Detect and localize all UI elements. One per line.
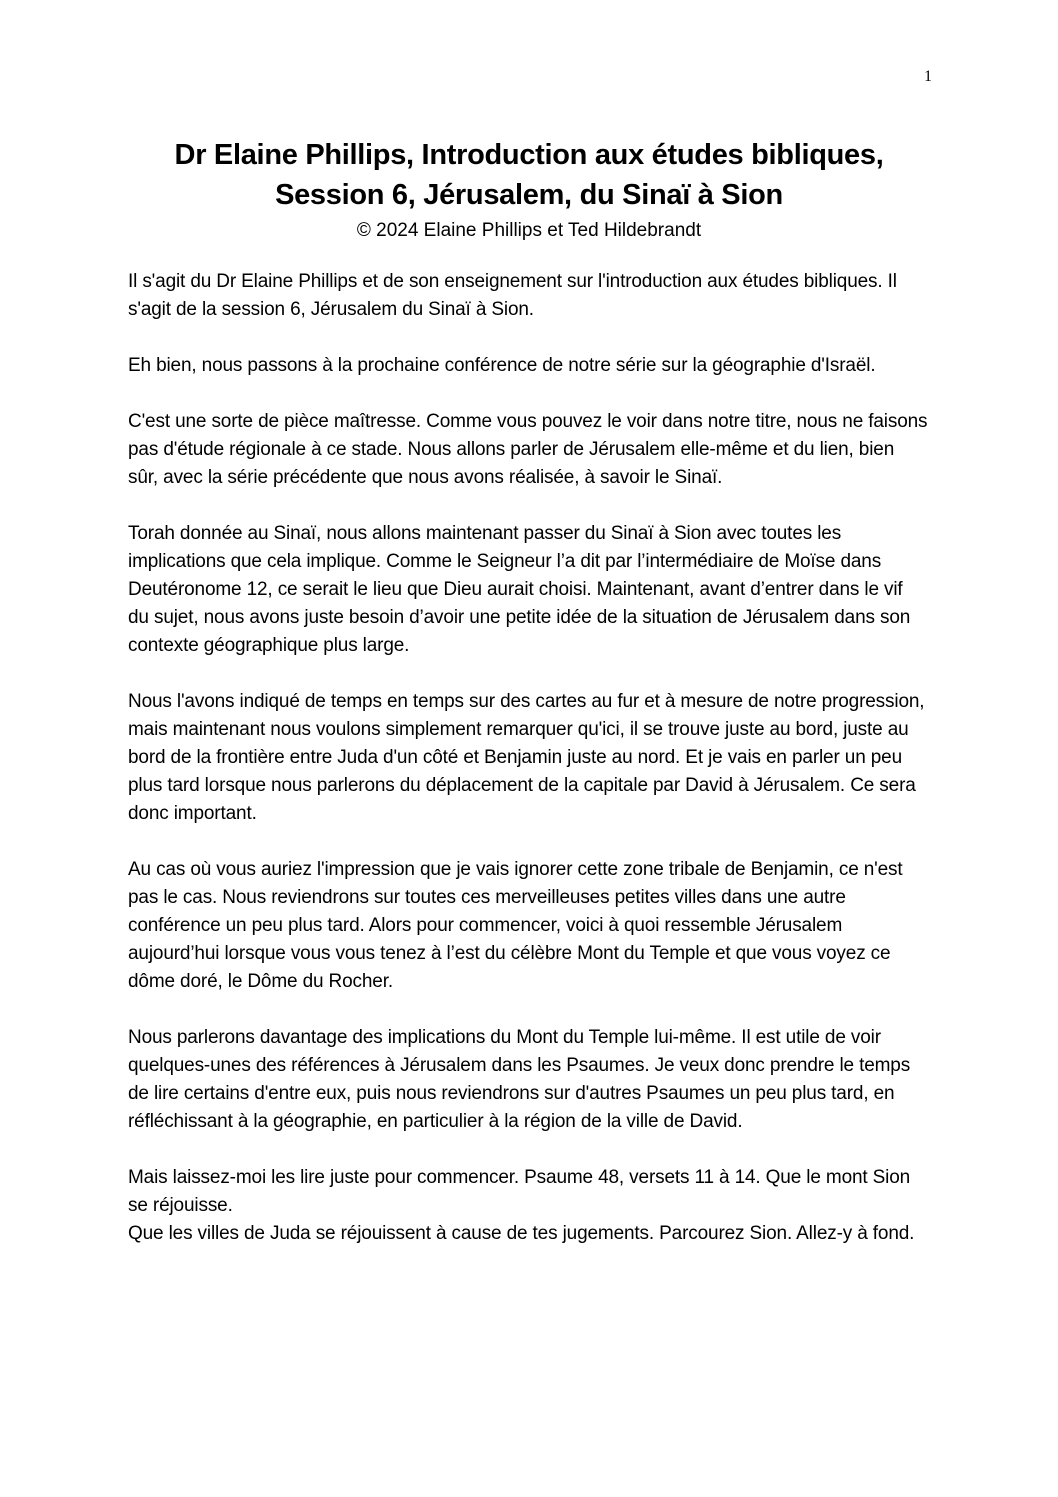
document-title: [100, 135, 958, 215]
title-line-1: Dr Elaine Phillips, Introduction aux études bibliques,: [174, 139, 884, 171]
copyright-notice: © 2024 Elaine Phillips et Ted Hildebrandt: [356, 220, 702, 241]
paragraph: Il s'agit du Dr Elaine Phillips et de son enseignement sur l'introduction aux études bibliques. Il s'agit de la session 6, Jérusalem du Sinaï à Sion.: [128, 271, 897, 320]
paragraph: Nous parlerons davantage des implications du Mont du Temple lui-même. Il est utile de voir quelques-unes des références à Jérusalem dans les Psaumes. Je veux donc prendre le temps de lire certains d'entre eux, puis nous reviendrons sur d'autres Psaumes un peu plus tard, en réfléchissant à la géographie, en particulier à la région de la ville de David.: [128, 1027, 911, 1132]
paragraph: Que les villes de Juda se réjouissent à cause de tes jugements. Parcourez Sion. Allez-y à fond.: [128, 1223, 915, 1244]
page-number: 1: [924, 68, 932, 85]
paragraph: Nous l'avons indiqué de temps en temps sur des cartes au fur et à mesure de notre progression, mais maintenant nous voulons simplement remarquer qu'ici, il se trouve juste au bord, juste au bord de la frontière entre Juda d'un côté et Benjamin juste au nord. Et je vais en parler un peu plus tard lorsque nous parlerons du déplacement de la capitale par David à Jérusalem. Ce sera donc important.: [128, 691, 925, 824]
document-body: [128, 268, 928, 1248]
paragraph: Mais laissez-moi les lire juste pour commencer. Psaume 48, versets 11 à 14. Que le mont Sion se réjouisse.: [128, 1167, 911, 1216]
paragraph: Eh bien, nous passons à la prochaine conférence de notre série sur la géographie d'Israël.: [128, 355, 876, 376]
title-line-2: Session 6, Jérusalem, du Sinaï à Sion: [275, 179, 783, 211]
paragraph: C'est une sorte de pièce maîtresse. Comme vous pouvez le voir dans notre titre, nous ne faisons pas d'étude régionale à ce stade. Nous allons parler de Jérusalem elle-même et du lien, bien sûr, avec la série précédente que nous avons réalisée, à savoir le Sinaï.: [128, 411, 928, 488]
paragraph: Torah donnée au Sinaï, nous allons maintenant passer du Sinaï à Sion avec toutes les implications que cela implique. Comme le Seigneur l’a dit par l’intermédiaire de Moïse dans Deutéronome 12, ce serait le lieu que Dieu aurait choisi. Maintenant, avant d’entrer dans le vif du sujet, nous avons juste besoin d’avoir une petite idée de la situation de Jérusalem dans son contexte géographique plus large.: [128, 523, 911, 656]
paragraph: Au cas où vous auriez l'impression que je vais ignorer cette zone tribale de Benjamin, ce n'est pas le cas. Nous reviendrons sur toutes ces merveilleuses petites villes dans une autre conférence un peu plus tard. Alors pour commencer, voici à quoi ressemble Jérusalem aujourd’hui lorsque vous vous tenez à l’est du célèbre Mont du Temple et que vous voyez ce dôme doré, le Dôme du Rocher.: [128, 859, 903, 992]
